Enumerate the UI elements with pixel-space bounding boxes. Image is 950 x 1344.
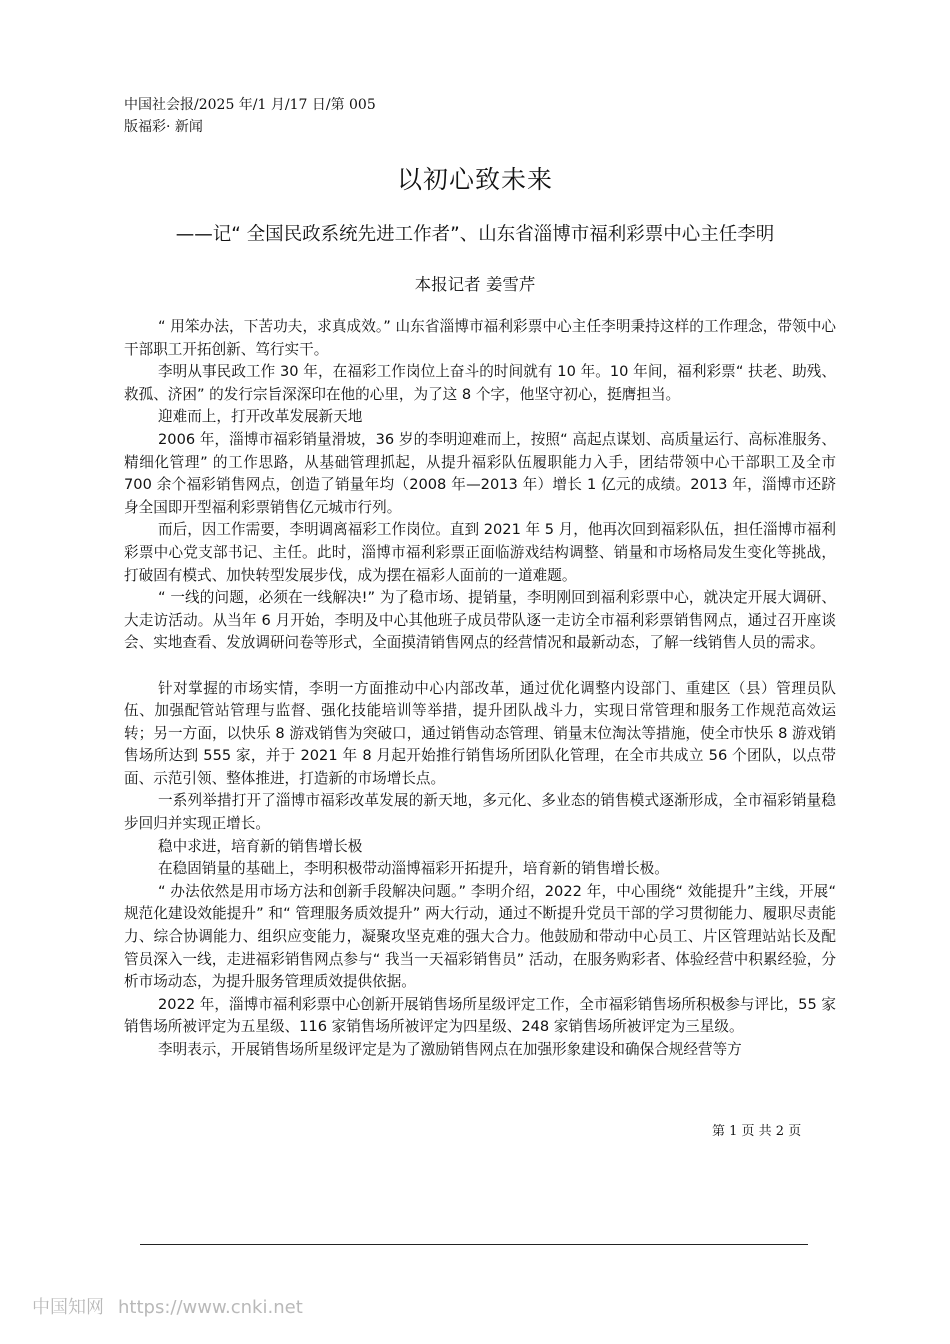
section-heading: 稳中求进，培育新的销售增长极: [158, 837, 363, 855]
article-byline: 本报记者 姜雪芹: [414, 275, 536, 294]
article-body: [124, 316, 836, 1062]
paragraph: 2006 年，淄博市福彩销量滑坡，36 岁的李明迎难而上，按照“ 高起点谋划、高质量运行、高标准服务、精细化管理” 的工作思路，从基础管理抓起，从提升福彩队伍履职能力入手，团结带领中心干部职工及全市 700 余个福彩销售网点，创造了销量年均（2008 年—2013 年）增长 1 亿元的成绩。2013 年，淄博市还跻身全国即开型福利彩票销售亿元城市行列。: [124, 430, 836, 516]
source-line-2: 版福彩· 新闻: [124, 119, 203, 135]
paragraph: 李明表示，开展销售场所星级评定是为了激励销售网点在加强形象建设和确保合规经营等方: [158, 1041, 742, 1058]
source-line-1: 中国社会报/2025 年/1 月/17 日/第 005: [124, 97, 376, 113]
paragraph: 针对掌握的市场实情，李明一方面推动中心内部改革，通过优化调整内设部门、重建区（县）管理员队伍、加强配管站管理与监督、强化技能培训等举措，提升团队战斗力，实现日常管理和服务工作规范高效运转；另一方面，以快乐 8 游戏销售为突破口，通过销售动态管理、销量末位淘汰等措施，使全市快乐 8 游戏销售场所达到 555 家，并于 2021 年 8 月起开始推行销售场所团队化管理，在全市共成立 56 个团队，以点带面、示范引领、整体推进，打造新的市场增长点。: [124, 679, 836, 787]
section-heading: 迎难而上，打开改革发展新天地: [158, 408, 363, 426]
paragraph: “ 办法依然是用市场方法和创新手段解决问题。” 李明介绍，2022 年，中心围绕“ 效能提升”主线，开展“ 规范化建设效能提升” 和“ 管理服务质效提升” 两大行动，通过不断提升党员干部的学习贯彻能力、履职尽责能力、综合协调能力、组织应变能力，凝聚攻坚克难的强大合力。他鼓励和带动中心员工、片区管理站站长及配管员深入一线，走进福彩销售网点参与“ 我当一天福彩销售员” 活动，在服务购彩者、体验经营中积累经验，分析市场动态，为提升服务管理质效提供依据。: [124, 882, 836, 991]
source-info: [124, 94, 376, 138]
paragraph: 2022 年，淄博市福利彩票中心创新开展销售场所星级评定工作，全市福彩销售场所积极参与评比，55 家销售场所被评定为五星级、116 家销售场所被评定为四星级、248 家销售场所被评定为三星级。: [124, 995, 836, 1036]
footer-divider: [140, 1244, 808, 1245]
paragraph: 李明从事民政工作 30 年，在福彩工作岗位上奋斗的时间就有 10 年。10 年间，福利彩票“ 扶老、助残、救孤、济困” 的发行宗旨深深印在他的心里，为了这 8 个字，他坚守初心，挺膺担当。: [124, 363, 836, 403]
paragraph: “ 一线的问题，必须在一线解决!” 为了稳市场、提销量，李明刚回到福利彩票中心，就决定开展大调研、大走访活动。从当年 6 月开始，李明及中心其他班子成员带队逐一走访全市福利彩票销售网点，通过召开座谈会、实地查看、发放调研问卷等形式，全面摸清销售网点的经营情况和最新动态，了解一线销售人员的需求。: [124, 589, 836, 652]
paragraph-gap: [124, 655, 836, 678]
cnki-watermark: [32, 1293, 317, 1319]
paragraph: “ 用笨办法，下苦功夫，求真成效。” 山东省淄博市福利彩票中心主任李明秉持这样的工作理念，带领中心干部职工开拓创新、笃行实干。: [124, 318, 836, 358]
paragraph: 一系列举措打开了淄博市福彩改革发展的新天地，多元化、多业态的销售模式逐渐形成，全市福彩销量稳步回归并实现正增长。: [124, 792, 836, 833]
paragraph: 而后，因工作需要，李明调离福彩工作岗位。直到 2021 年 5 月，他再次回到福彩队伍，担任淄博市福利彩票中心党支部书记、主任。此时，淄博市福利彩票正面临游戏结构调整、销量和市场格局发生变化等挑战，打破固有模式、加快转型发展步伐，成为摆在福彩人面前的一道难题。: [124, 521, 836, 584]
article-subtitle: ——记“ 全国民政系统先进工作者”、山东省淄博市福利彩票中心主任李明: [175, 224, 775, 245]
watermark-brand: 中国知网: [32, 1297, 104, 1318]
watermark-url: https://www.cnki.net: [118, 1297, 303, 1318]
page-number: 第 1 页 共 2 页: [712, 1124, 802, 1139]
paragraph: 在稳固销量的基础上，李明积极带动淄博福彩开拓提升，培育新的销售增长极。: [158, 860, 669, 878]
article-title: 以初心致未来: [396, 165, 553, 194]
